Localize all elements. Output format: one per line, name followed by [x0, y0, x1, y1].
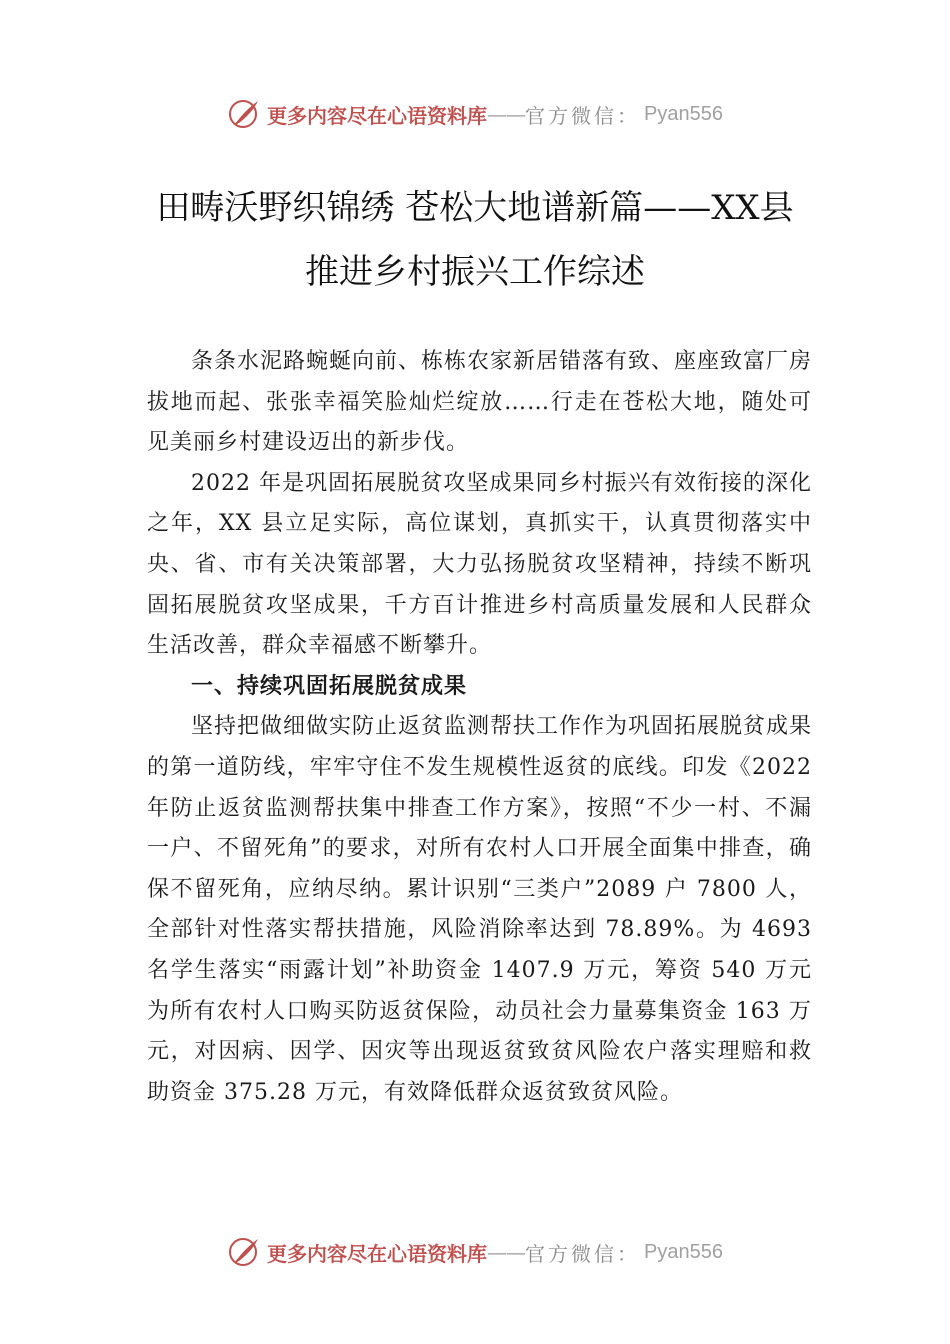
watermark-brand: 更多内容尽在心语资料库: [267, 1241, 488, 1266]
watermark-dash: ——: [487, 1240, 526, 1264]
header-watermark: [0, 94, 950, 134]
watermark-dash: ——: [487, 102, 526, 126]
quill-pen-logo-icon: [227, 96, 263, 132]
overview-paragraph: 2022 年是巩固拓展脱贫攻坚成果同乡村振兴有效衔接的深化之年，XX 县立足实际，高位谋划，真抓实干，认真贯彻落实中央、省、市有关决策部署，大力弘扬脱贫攻坚精神，持续不断巩固拓展脱贫攻坚成果，千方百计推进乡村高质量发展和人民群众生活改善，群众幸福感不断攀升。: [147, 470, 812, 659]
watermark-label: 官方微信：: [525, 1241, 641, 1266]
section-heading: 一、持续巩固拓展脱贫成果: [191, 673, 468, 699]
watermark-wechat-id: Pyan556: [644, 1240, 723, 1263]
watermark-wechat-id: Pyan556: [644, 102, 723, 125]
watermark-brand: 更多内容尽在心语资料库: [267, 103, 488, 128]
watermark-label: 官方微信：: [525, 103, 641, 128]
intro-paragraph: 条条水泥路蜿蜒向前、栋栋农家新居错落有致、座座致富厂房拔地而起、张张幸福笑脸灿烂绽放……行走在苍松大地，随处可见美丽乡村建设迈出的新步伐。: [147, 349, 813, 456]
document-title: 田畴沃野织锦绣 苍松大地谱新篇——XX县推进乡村振兴工作综述: [156, 188, 794, 292]
document-body: [147, 342, 812, 1113]
quill-pen-logo-icon: [227, 1234, 263, 1270]
footer-watermark: [0, 1232, 950, 1272]
section-paragraph: 坚持把做细做实防止返贫监测帮扶工作作为巩固拓展脱贫成果的第一道防线，牢牢守住不发生规模性返贫的底线。印发《2022 年防止返贫监测帮扶集中排查工作方案》，按照“不少一村、不漏一户、不留死角”的要求，对所有农村人口开展全面集中排查，确保不留死角，应纳尽纳。累计识别“三类户”2089 户 7800 人，全部针对性落实帮扶措施，风险消除率达到 78.89%。为 4693 名学生落实“雨露计划”补助资金 1407.9 万元，筹资 540 万元为所有农村人口购买防返贫保险，动员社会力量募集资金 163 万元，对因病、因学、因灾等出现返贫致贫风险农户落实理赔和救助资金 375.28 万元，有效降低群众返贫致贫风险。: [147, 714, 813, 1105]
